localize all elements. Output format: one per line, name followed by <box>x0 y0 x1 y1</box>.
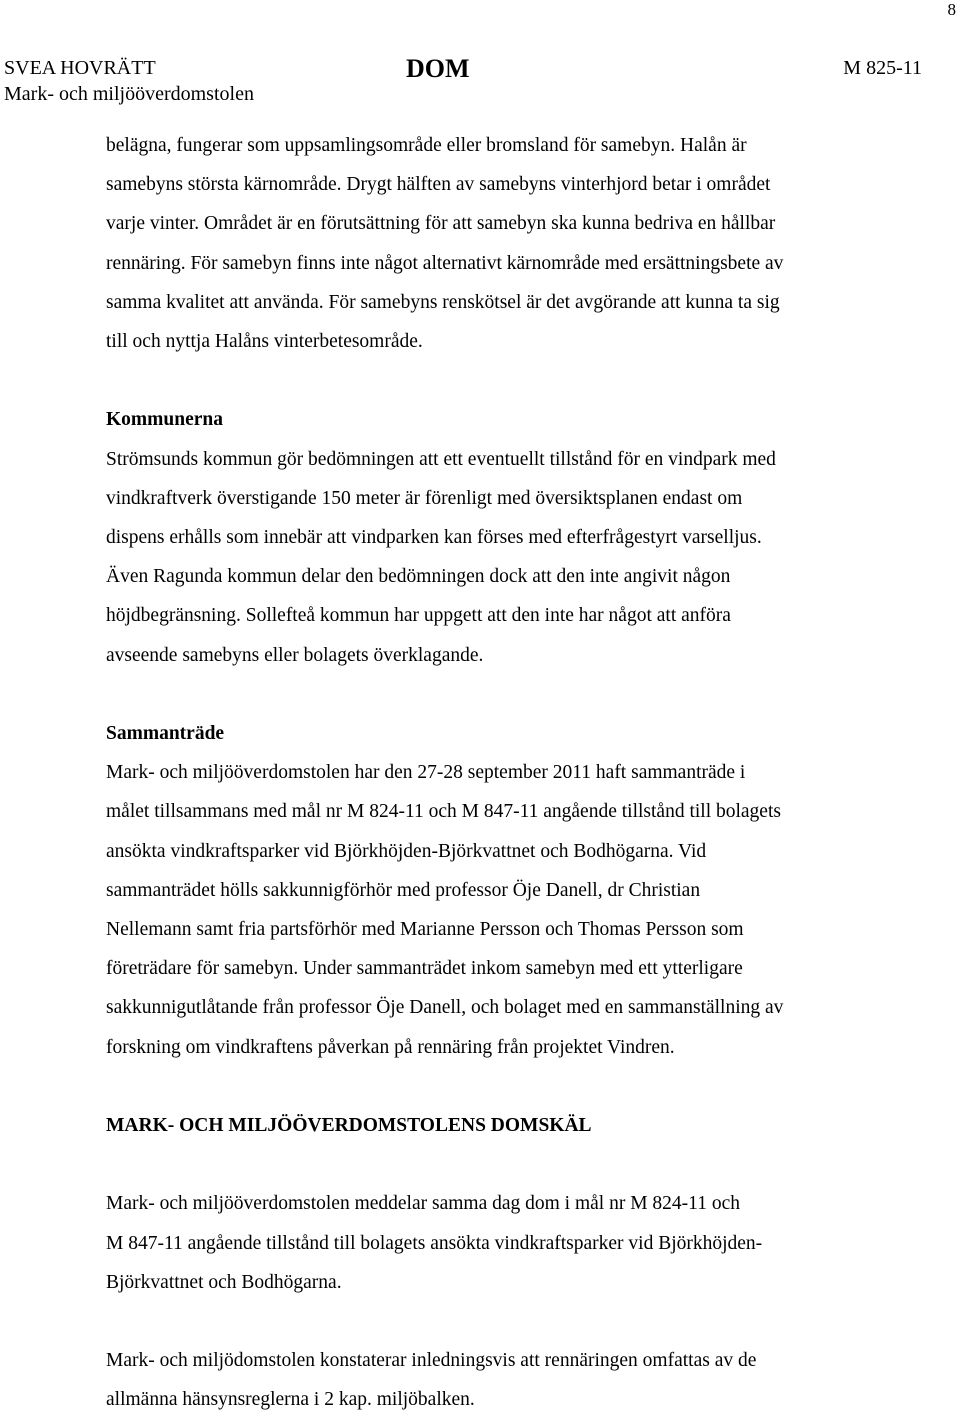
text-line: Även Ragunda kommun delar den bedömningen dock att den inte angivit någon <box>106 566 731 588</box>
text-line: målet tillsammans med mål nr M 824-11 och M 847-11 angående tillstånd till bolagets <box>106 801 781 823</box>
text-line: ansökta vindkraftsparker vid Björkhöjden-Björkvattnet och Bodhögarna. Vid <box>106 840 707 862</box>
paragraph-gap <box>106 1067 916 1106</box>
section-heading: MARK- OCH MILJÖÖVERDOMSTOLENS DOMSKÄL <box>106 1115 592 1137</box>
text-line: samebyns största kärnområde. Drygt hälften av samebyns vinterhjord betar i området <box>106 174 771 196</box>
text-line: Mark- och miljödomstolen konstaterar inledningsvis att rennäringen omfattas av de <box>106 1350 757 1372</box>
paragraph-gap <box>106 361 916 400</box>
text-line: avseende samebyns eller bolagets överklagande. <box>106 644 484 666</box>
document-type: DOM <box>406 54 470 83</box>
text-line: höjdbegränsning. Sollefteå kommun har uppgett att den inte har något att anföra <box>106 605 731 627</box>
text-line: till och nyttja Halåns vinterbetesområde. <box>106 331 423 353</box>
text-line: belägna, fungerar som uppsamlingsområde eller bromsland för samebyn. Halån är <box>106 135 747 156</box>
section-heading: Sammanträde <box>106 723 225 745</box>
text-line: allmänna hänsynsreglerna i 2 kap. miljöbalken. <box>106 1389 475 1411</box>
text-line: varje vinter. Området är en förutsättning för att samebyn ska kunna bedriva en hållbar <box>106 213 776 235</box>
court-name: SVEA HOVRÄTT <box>4 57 156 79</box>
text-line: sakkunnigutlåtande från professor Öje Danell, och bolaget med en sammanställning av <box>106 997 784 1019</box>
text-line: forskning om vindkraftens påverkan på rennäring från projektet Vindren. <box>106 1036 675 1058</box>
text-line: Mark- och miljööverdomstolen har den 27-28 september 2011 haft sammanträde i <box>106 762 746 784</box>
text-line: samma kvalitet att använda. För samebyns renskötsel är det avgörande att kunna ta sig <box>106 291 780 313</box>
document-body <box>106 126 916 1420</box>
text-line: Strömsunds kommun gör bedömningen att ett eventuellt tillstånd för en vindpark med <box>106 448 776 470</box>
section-domskal <box>106 1106 916 1420</box>
text-line: rennäring. För samebyn finns inte något alternativt kärnområde med ersättningsbete av <box>106 252 784 274</box>
text-line: M 847-11 angående tillstånd till bolagets ansökta vindkraftsparker vid Björkhöjden- <box>106 1232 763 1254</box>
text-line: vindkraftverk överstigande 150 meter är förenligt med översiktsplanen endast om <box>106 487 743 509</box>
case-number: M 825-11 <box>843 57 922 79</box>
court-department: Mark- och miljööverdomstolen <box>4 83 254 105</box>
intro-paragraph <box>106 126 916 361</box>
text-line: dispens erhålls som innebär att vindparken kan förses med efterfrågestyrt varselljus. <box>106 527 762 549</box>
paragraph-gap <box>106 675 916 714</box>
text-line: Mark- och miljööverdomstolen meddelar samma dag dom i mål nr M 824-11 och <box>106 1193 740 1215</box>
paragraph-gap <box>106 1145 916 1184</box>
text-line: Nellemann samt fria partsförhör med Marianne Persson och Thomas Persson som <box>106 919 744 941</box>
text-line: sammanträdet hölls sakkunnigförhör med professor Öje Danell, dr Christian <box>106 879 701 901</box>
section-kommunerna <box>106 400 916 674</box>
text-line: Björkvattnet och Bodhögarna. <box>106 1271 342 1293</box>
section-sammantrade <box>106 714 916 1067</box>
page-number: 8 <box>947 0 956 19</box>
document-header <box>0 56 960 104</box>
text-line: företrädare för samebyn. Under sammanträdet inkom samebyn med ett ytterligare <box>106 958 743 980</box>
paragraph-gap <box>106 1302 916 1341</box>
section-heading: Kommunerna <box>106 409 223 431</box>
